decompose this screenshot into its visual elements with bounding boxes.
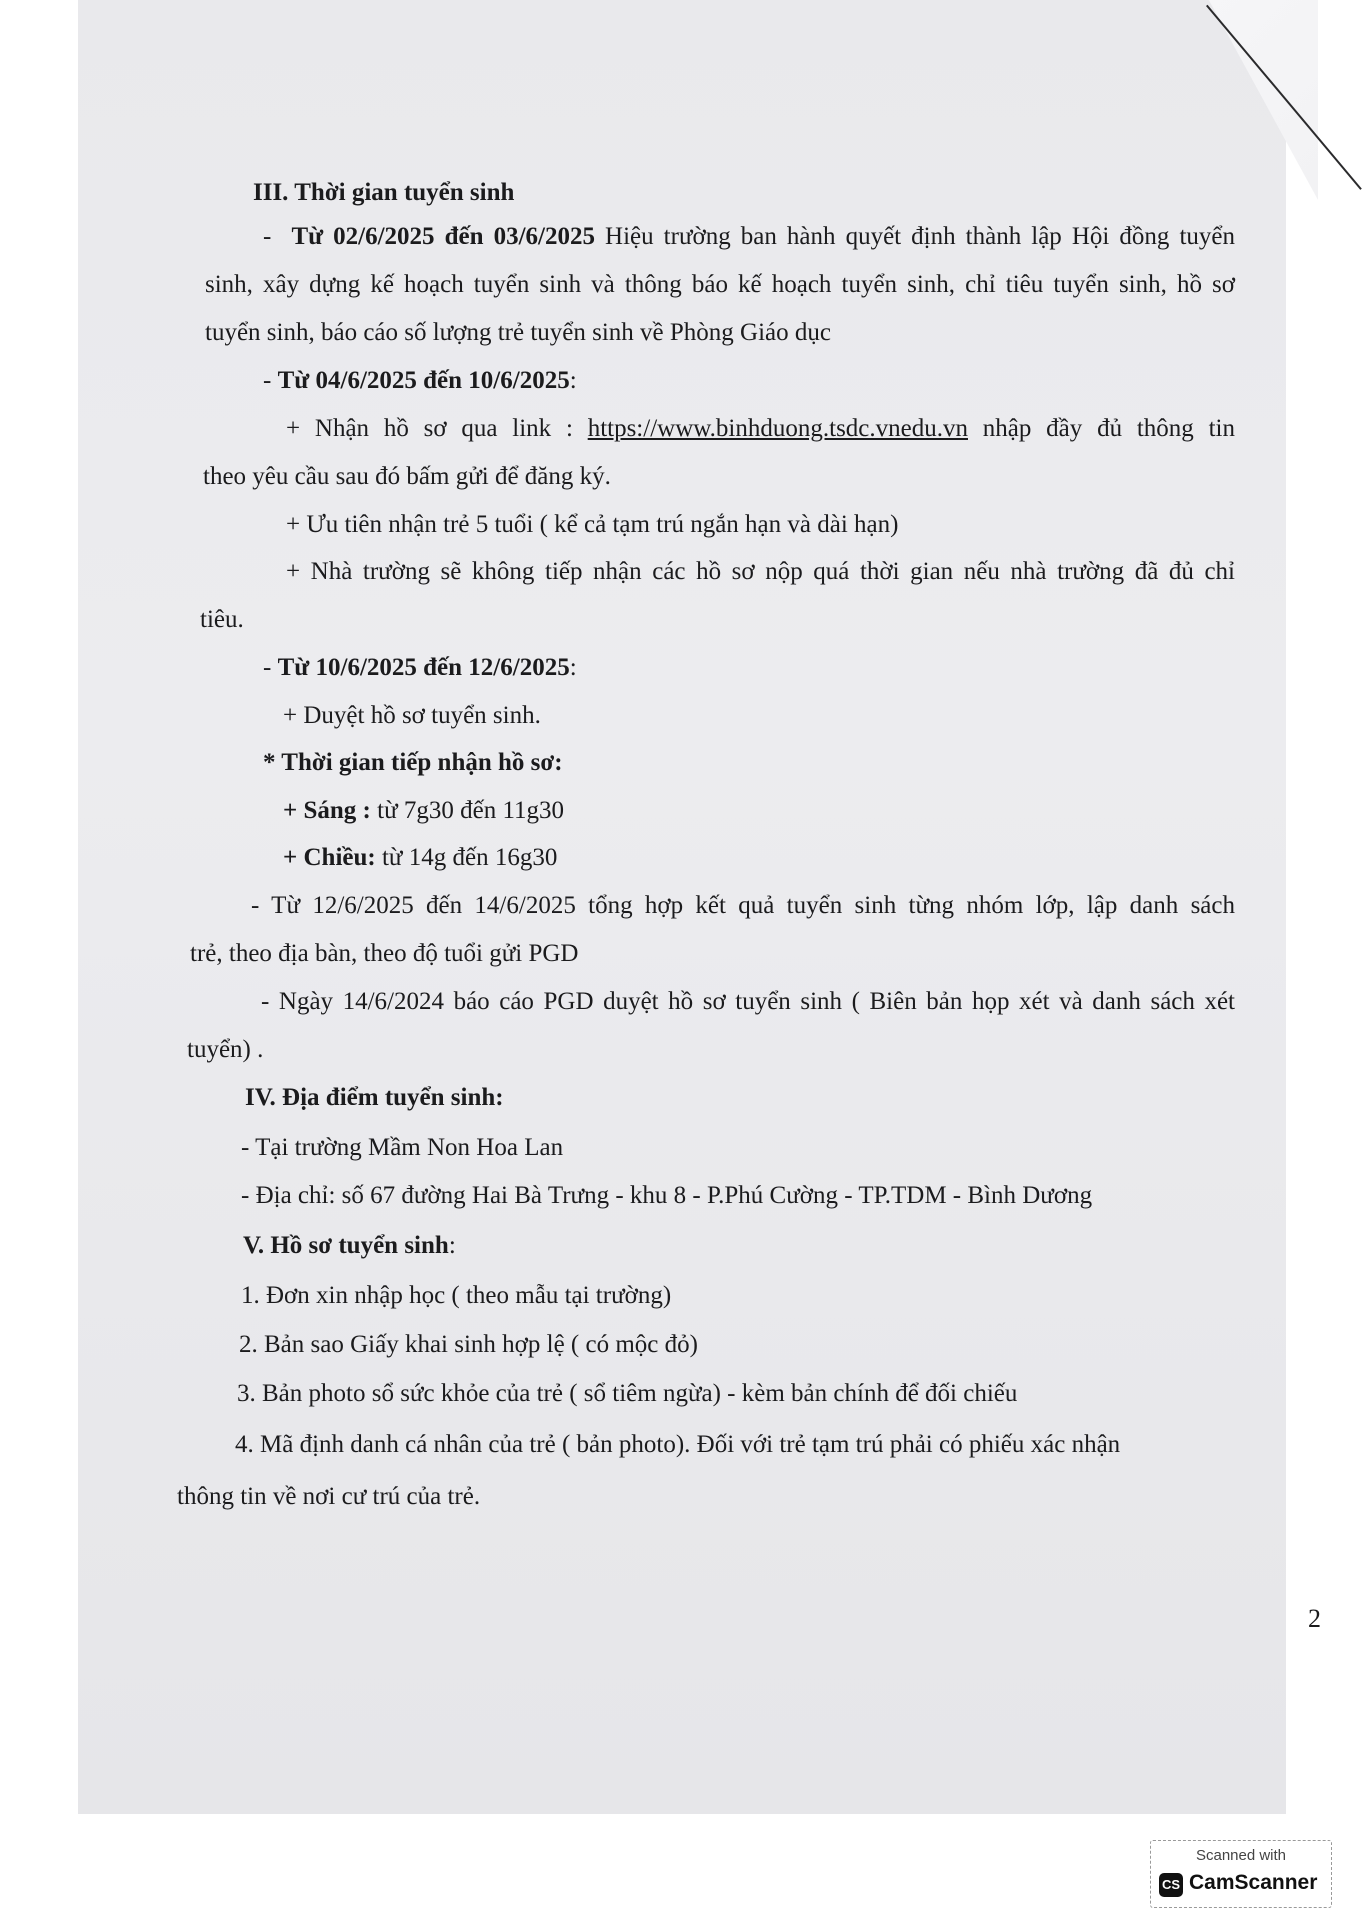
p1-line2: sinh, xây dựng kế hoạch tuyển sinh và thông báo kế hoạch tuyển sinh, chỉ tiêu tuyển sinh, hồ sơ (205, 271, 1235, 298)
camscanner-watermark (1150, 1840, 1332, 1908)
p1-date-range: Từ 02/6/2025 đến 03/6/2025 (291, 223, 595, 250)
page-number: 2 (1308, 1604, 1321, 1633)
doc-item-2: 2. Bản sao Giấy khai sinh hợp lệ ( có mộc đỏ) (239, 1331, 698, 1358)
doc-item-1: 1. Đơn xin nhập học ( theo mẫu tại trường) (241, 1282, 672, 1309)
afternoon-hours: + Chiều: từ 14g đến 16g30 (283, 844, 558, 871)
p2-item1-line2: theo yêu cầu sau đó bấm gửi để đăng ký. (203, 463, 611, 490)
doc-item-4-line1: 4. Mã định danh cá nhân của trẻ ( bản photo). Đối với trẻ tạm trú phải có phiếu xác nhận (235, 1431, 1121, 1458)
p5-line2: tuyển) . (187, 1036, 264, 1063)
location-address: - Địa chỉ: số 67 đường Hai Bà Trưng - khu 8 - P.Phú Cường - TP.TDM - Bình Dương (241, 1182, 1093, 1209)
p2-item3-line1: + Nhà trường sẽ không tiếp nhận các hồ sơ nộp quá thời gian nếu nhà trường đã đủ chỉ (286, 558, 1235, 585)
morning-hours: + Sáng : từ 7g30 đến 11g30 (283, 797, 565, 824)
p1-line3: tuyển sinh, báo cáo số lượng trẻ tuyển sinh về Phòng Giáo dục (205, 319, 831, 346)
camscanner-logo-icon: CS (1159, 1873, 1183, 1897)
section-3-heading: III. Thời gian tuyển sinh (253, 179, 515, 206)
registration-link[interactable]: https://www.binhduong.tsdc.vnedu.vn (587, 415, 968, 442)
doc-item-3: 3. Bản photo sổ sức khỏe của trẻ ( sổ tiêm ngừa) - kèm bản chính để đối chiếu (237, 1380, 1018, 1407)
p4-line2: trẻ, theo địa bàn, theo độ tuổi gửi PGD (190, 940, 579, 967)
watermark-top-text: Scanned with (1195, 1847, 1287, 1864)
page-fold-corner (1178, 0, 1318, 200)
p2-item2: + Ưu tiên nhận trẻ 5 tuổi ( kể cả tạm trú ngắn hạn và dài hạn) (286, 511, 899, 538)
p3-item1: + Duyệt hồ sơ tuyển sinh. (283, 702, 541, 729)
section-5-heading: V. Hồ sơ tuyển sinh: (243, 1232, 456, 1259)
watermark-brand: CamScanner (1189, 1871, 1318, 1894)
p5-line1: - Ngày 14/6/2024 báo cáo PGD duyệt hồ sơ tuyển sinh ( Biên bản họp xét và danh sách xét (261, 988, 1235, 1015)
time-heading: * Thời gian tiếp nhận hồ sơ: (263, 749, 563, 776)
scanned-page (78, 0, 1321, 1814)
doc-item-4-line2: thông tin về nơi cư trú của trẻ. (177, 1483, 481, 1510)
section-4-heading: IV. Địa điểm tuyển sinh: (245, 1084, 504, 1111)
p2-lead: - Từ 04/6/2025 đến 10/6/2025: (263, 367, 577, 394)
p2-item1-line1: + Nhận hồ sơ qua link : https://www.binhduong.tsdc.vnedu.vn nhập đầy đủ thông tin (286, 415, 1235, 442)
p4-line1: - Từ 12/6/2025 đến 14/6/2025 tổng hợp kết quả tuyển sinh từng nhóm lớp, lập danh sách (251, 892, 1235, 919)
p3-lead: - Từ 10/6/2025 đến 12/6/2025: (263, 654, 577, 681)
p1-line1: - Từ 02/6/2025 đến 03/6/2025 Hiệu trường ban hành quyết định thành lập Hội đồng tuyển (263, 223, 1236, 250)
location-school: - Tại trường Mầm Non Hoa Lan (241, 1134, 564, 1161)
p2-item3-line2: tiêu. (200, 606, 244, 633)
